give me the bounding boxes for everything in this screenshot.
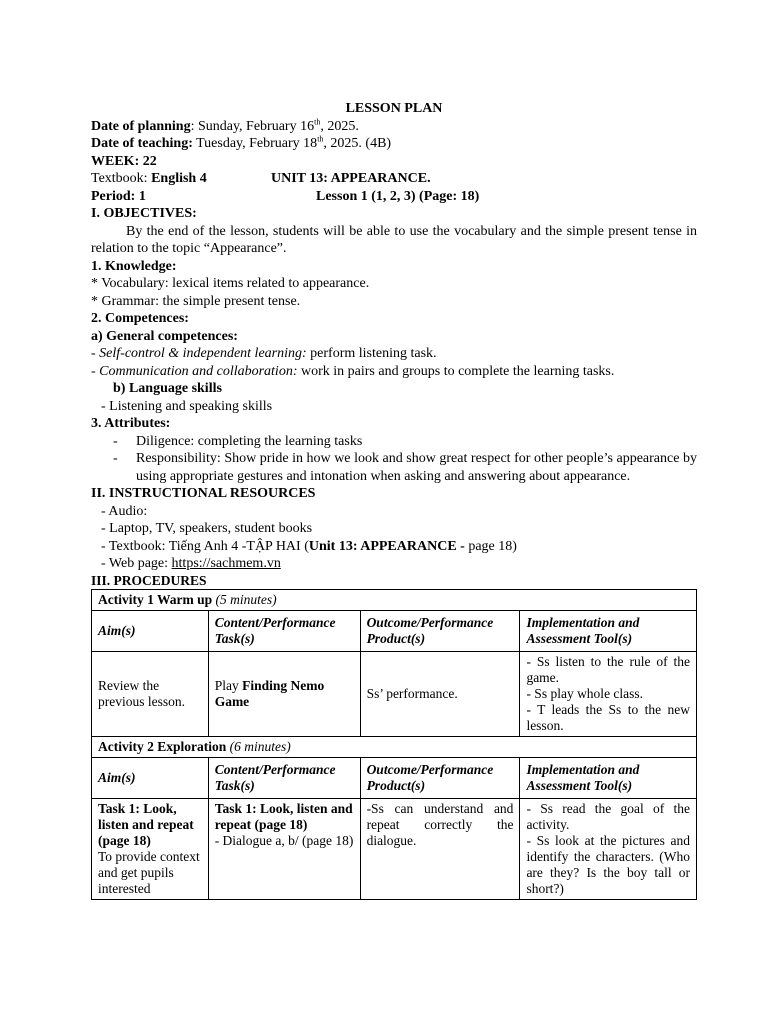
activity-1-implementation (520, 652, 697, 737)
implementation-item: - T leads the Ss to the new lesson. (526, 702, 690, 733)
activity-2-implementation (520, 799, 697, 900)
activity-2-aim-text: To provide context and get pupils interested (98, 849, 200, 896)
resource-textbook-c: page 18) (464, 538, 517, 554)
communication-line (91, 363, 697, 381)
self-control-label: - Self-control & independent learning: (91, 346, 307, 361)
web-label: - Web page: (101, 556, 172, 571)
resources-heading: II. INSTRUCTIONAL RESOURCES (91, 486, 316, 501)
header-implementation: Implementation and Assessment Tool(s) (520, 611, 697, 652)
activity-1-row (92, 652, 697, 737)
activity-2-content (208, 799, 360, 900)
attribute-text: Responsibility: Show pride in how we look and show great respect for other people’s appearance by using appropriate gestures and intonation when asking and answering about appearance. (136, 451, 697, 484)
activity-1-header-row (92, 590, 697, 611)
implementation-item: - Ss listen to the rule of the game. (526, 654, 690, 685)
resource-web (91, 555, 697, 573)
resource-textbook (91, 538, 697, 556)
header-content: Content/Performance Task(s) (208, 611, 360, 652)
resource-devices: - Laptop, TV, speakers, student books (101, 521, 313, 536)
activity-1-content (208, 652, 360, 737)
implementation-item: - Ss read the goal of the activity. (526, 801, 690, 832)
activity-1-aim: Review the previous lesson. (92, 652, 209, 737)
vocabulary-line: * Vocabulary: lexical items related to appearance. (91, 276, 370, 291)
self-control-line (91, 345, 697, 363)
activity-2-header-row (92, 737, 697, 758)
procedures-heading: III. PROCEDURES (91, 572, 207, 588)
activity-2-outcome: -Ss can understand and repeat correctly the dialogue. (360, 799, 520, 900)
activity-2-aim (92, 799, 209, 900)
activity-2-row (92, 799, 697, 900)
dash-bullet-icon: - (113, 451, 118, 466)
knowledge-heading: 1. Knowledge: (91, 258, 177, 274)
grammar-line: * Grammar: the simple present tense. (91, 293, 301, 309)
week: WEEK: 22 (91, 153, 157, 169)
teaching-sup: th (317, 134, 324, 144)
attributes-heading: 3. Attributes: (91, 416, 171, 431)
header-outcome: Outcome/Performance Product(s) (360, 758, 520, 799)
lesson-title: Lesson 1 (1, 2, 3) (Page: 18) (316, 188, 480, 204)
objectives-intro: By the end of the lesson, students will be able to use the vocabulary and the simple present tense in relation to the topic “Appearance”. (91, 223, 697, 256)
activity-1-time: (5 minutes) (215, 592, 277, 607)
activity-2-content-title: Task 1: Look, listen and repeat (page 18) (214, 801, 353, 832)
general-competences-heading: a) General competences: (91, 328, 238, 344)
teaching-value: Tuesday, February 18 (192, 136, 318, 151)
communication-label: - Communication and collaboration: (91, 363, 298, 379)
activity-1-outcome: Ss’ performance. (360, 652, 520, 737)
header-aims: Aim(s) (92, 758, 209, 799)
activity-1-content-a: Play (214, 678, 243, 693)
textbook-line (91, 170, 697, 188)
implementation-item: - Ss play whole class. (526, 686, 644, 701)
resource-textbook-unit: Unit 13: APPEARANCE - (308, 538, 465, 554)
header-implementation: Implementation and Assessment Tool(s) (520, 758, 697, 799)
activity-2-title-cell (92, 737, 697, 758)
self-control-text: perform listening task. (306, 346, 437, 361)
communication-text: work in pairs and groups to complete the learning tasks. (297, 363, 615, 379)
teaching-label: Date of teaching: (91, 136, 193, 151)
header-content: Content/Performance Task(s) (208, 758, 360, 799)
attribute-item (91, 450, 697, 485)
activity-1-title: Activity 1 Warm up (98, 592, 213, 607)
web-link[interactable]: https://sachmem.vn (171, 556, 281, 571)
teaching-year: , 2025. (4B) (323, 136, 392, 151)
date-of-teaching (91, 135, 697, 153)
procedures-table (91, 589, 697, 900)
language-skills-text: - Listening and speaking skills (101, 398, 273, 414)
objectives-heading: I. OBJECTIVES: (91, 206, 197, 221)
activity-2-time: (6 minutes) (229, 739, 291, 754)
page-title: LESSON PLAN (345, 101, 443, 116)
implementation-item: - Ss look at the pictures and identify the characters. (Who are they? Is the boy tall or short?) (526, 833, 690, 896)
column-header-row (92, 611, 697, 652)
activity-2-aim-title: Task 1: Look, listen and repeat (page 18) (98, 801, 194, 848)
unit-title: UNIT 13: APPEARANCE. (271, 171, 431, 186)
lesson-plan-page (91, 100, 697, 900)
resource-textbook-a: - Textbook: Tiếng Anh 4 -TẬP HAI ( (101, 538, 309, 554)
activity-2-title: Activity 2 Exploration (98, 739, 227, 754)
header-outcome: Outcome/Performance Product(s) (360, 611, 520, 652)
activity-1-title-cell (92, 590, 697, 611)
language-skills-heading: b) Language skills (113, 381, 222, 396)
textbook-label: Textbook: (91, 171, 152, 186)
competences-heading: 2. Competences: (91, 311, 189, 326)
header-aims: Aim(s) (92, 611, 209, 652)
date-of-planning (91, 118, 697, 136)
period-line (91, 188, 697, 206)
period-label: Period: 1 (91, 188, 146, 204)
attributes-list (91, 433, 697, 486)
planning-year: , 2025. (320, 118, 359, 134)
resource-audio: - Audio: (101, 503, 148, 519)
activity-2-content-text: - Dialogue a, b/ (page 18) (214, 833, 354, 848)
column-header-row (92, 758, 697, 799)
activity-1-content-b: Finding Nemo Game (214, 678, 325, 709)
dash-bullet-icon: - (113, 433, 118, 449)
planning-sup: th (314, 116, 321, 126)
planning-value: : Sunday, February 16 (190, 118, 315, 134)
attribute-item (91, 433, 697, 451)
attribute-text: Diligence: completing the learning tasks (136, 433, 363, 449)
textbook-value: English 4 (151, 171, 207, 186)
planning-label: Date of planning (91, 118, 191, 134)
